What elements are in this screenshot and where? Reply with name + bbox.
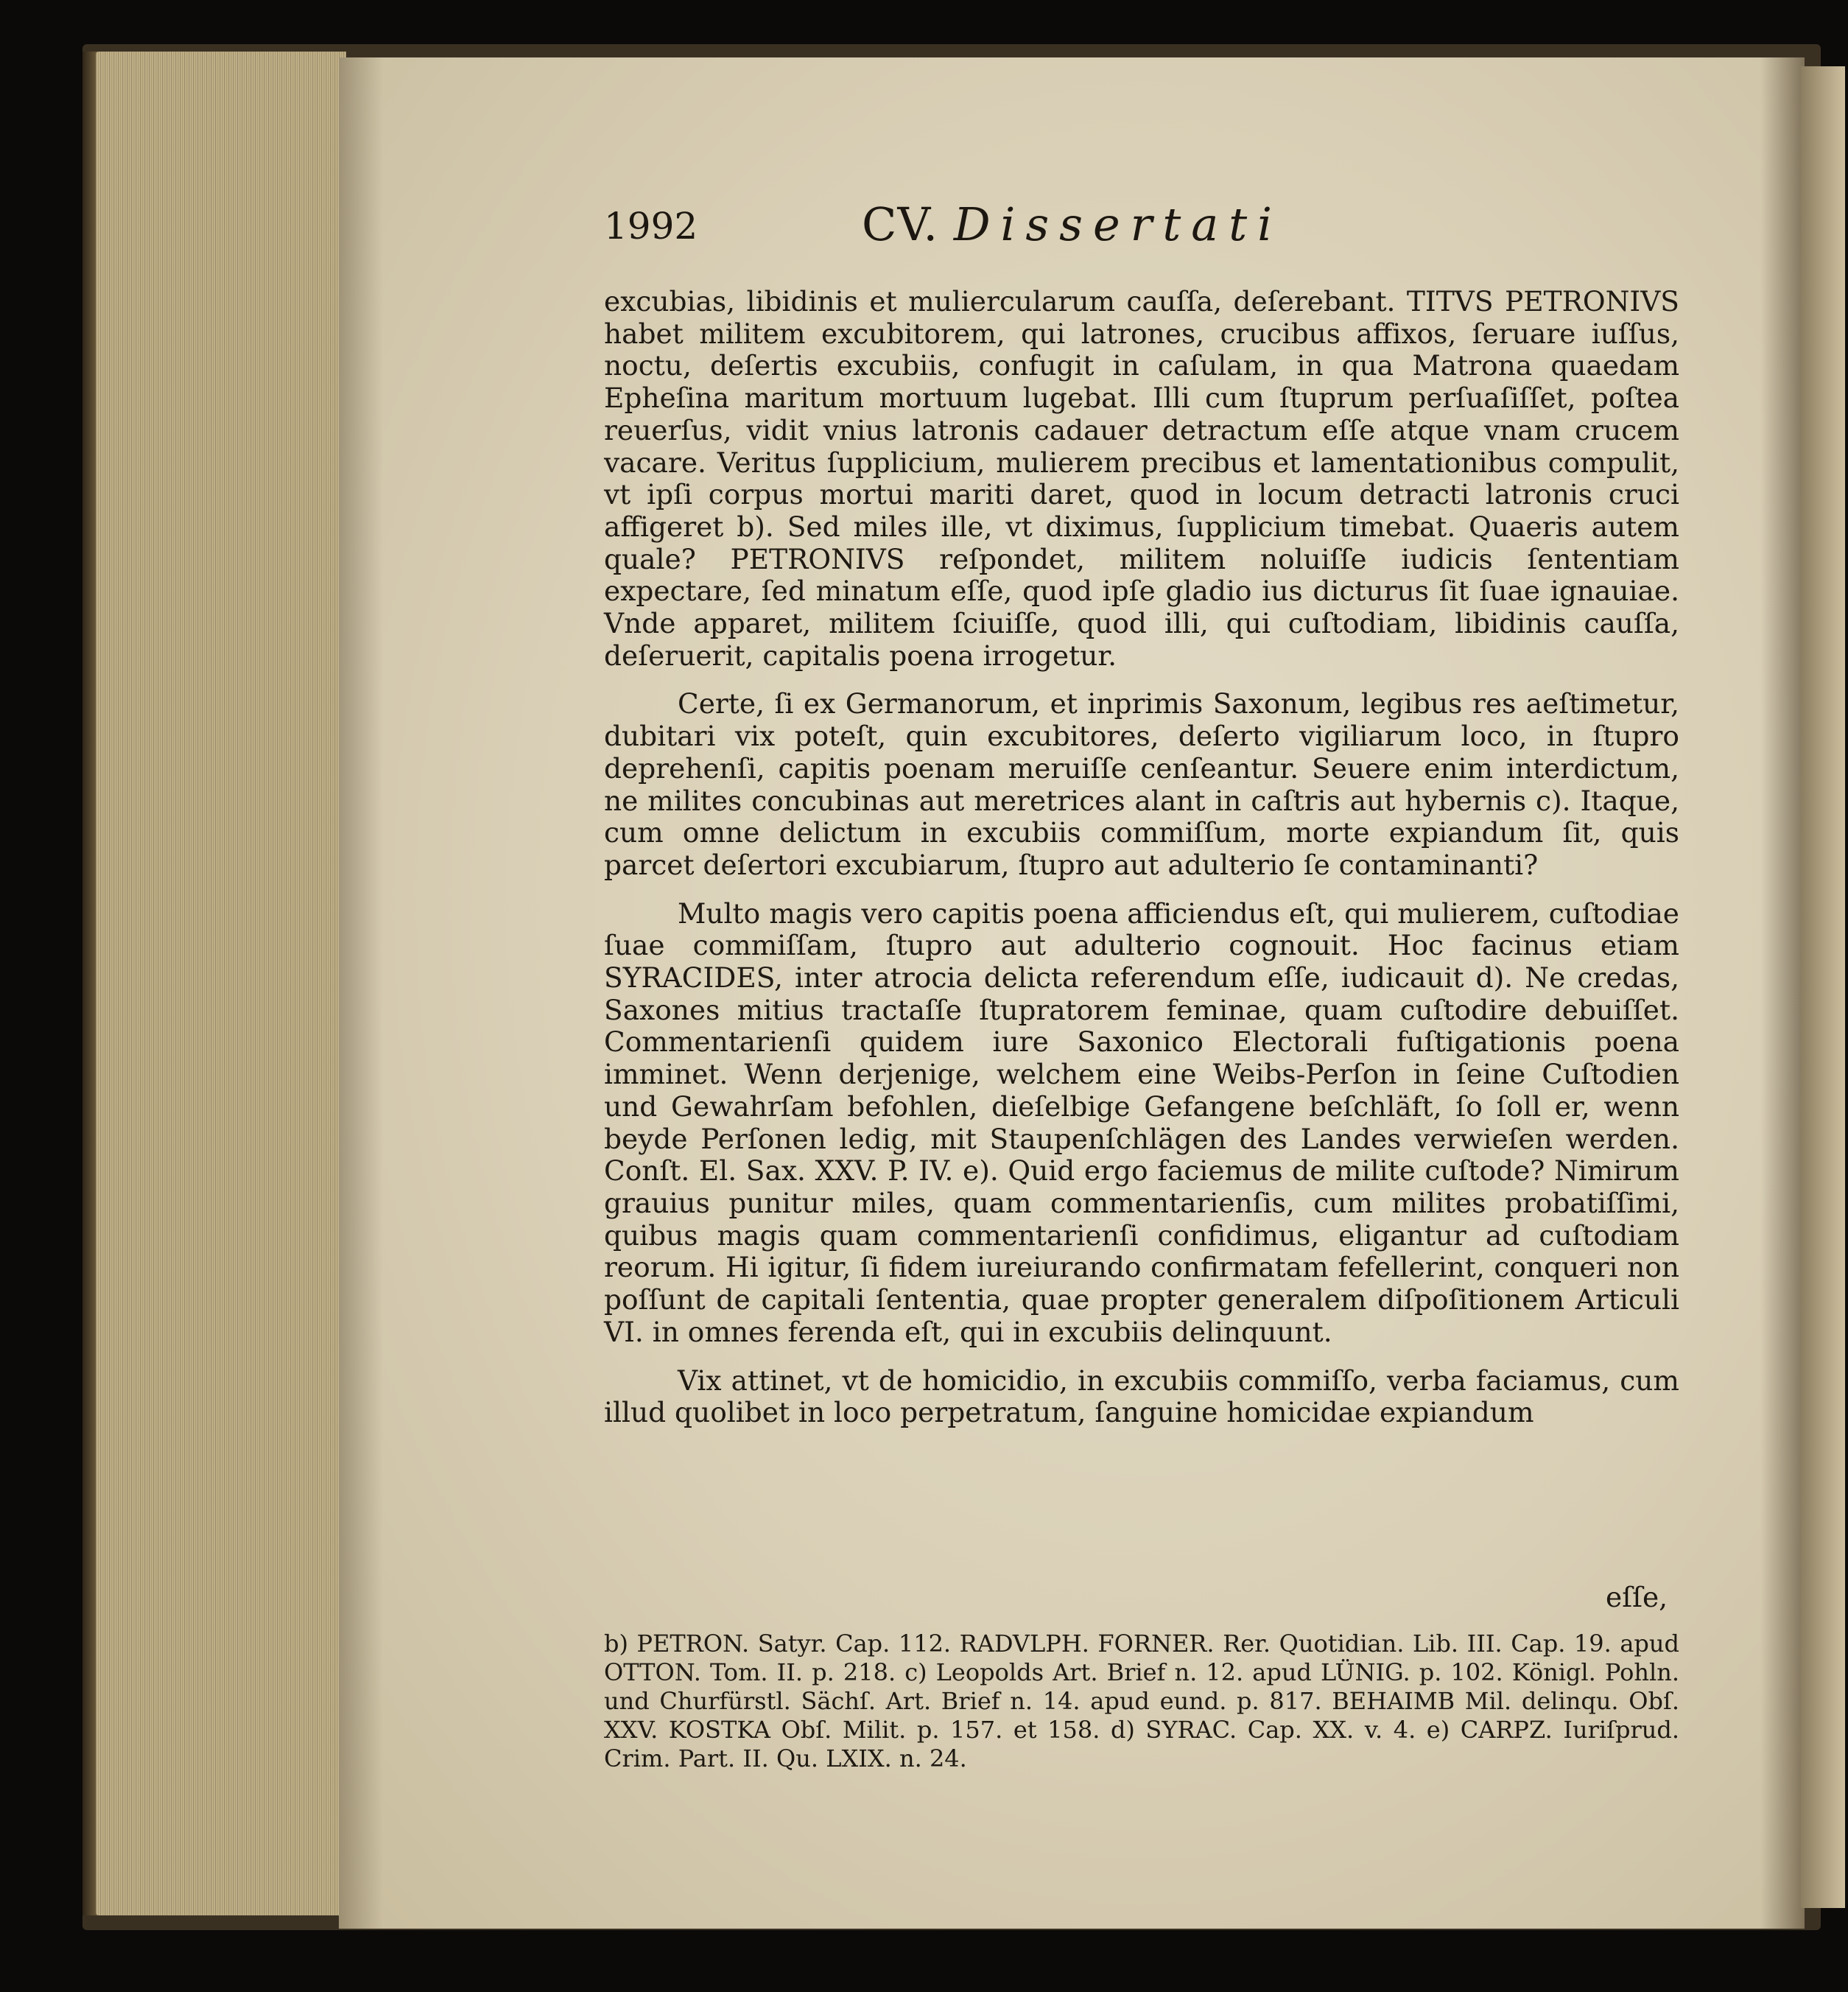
page-header: [604, 197, 1694, 264]
paragraph-2: Certe, ſi ex Germanorum, et inprimis Saxonum, legibus res aeſtimetur, dubitari vix poteſt, quin excubitores, deſerto vigiliarum loco, in ſtupro deprehenſi, capitis poenam meruiſſe cenſeantur. Seuere enim interdictum, ne milites concubinas aut meretrices alant in caſtris aut hybernis c). Itaque, cum omne delictum in excubiis commiſſum, morte expiandum ſit, quis parcet deſertori excubiarum, ſtupro aut adulterio ſe contaminanti?: [604, 687, 1679, 881]
page-edges: [96, 52, 346, 1915]
footnote-block: b) PETRON. Satyr. Cap. 112. RADVLPH. FORNER. Rer. Quotidian. Lib. III. Cap. 19. apud OTTON. Tom. II. p. 218. c) Leopolds Art. Brief n. 12. apud LÜNIG. p. 102. Königl. Pohln. und Churfürstl. Sächſ. Art. Brief n. 14. apud eund. p. 817. BEHAIMB Mil. delinqu. Obſ. XXV. KOSTKA Obſ. Milit. p. 157. et 158. d) SYRAC. Cap. XX. v. 4. e) CARPZ. Iuriſprud. Crim. Part. II. Qu. LXIX. n. 24.: [604, 1630, 1679, 1772]
running-title: [862, 197, 1282, 251]
running-title-word: Dissertati: [953, 197, 1282, 251]
paragraph-3: Multo magis vero capitis poena afficiendus eſt, qui mulierem, cuſtodiae ſuae commiſſam, ſtupro aut adulterio cognouit. Hoc facinus etiam SYRACIDES, inter atrocia delicta referendum eſſe, iudicauit d). Ne credas, Saxones mitius tractaſſe ſtupratorem feminae, quam cuſtodire debuiſſet. Commentarienſi quidem iure Saxonico Electorali fuſtigationis poena imminet. Wenn derjenige, welchem eine Weibs-Perſon in ſeine Cuſtodien und Gewahrſam befohlen, dieſelbige Gefangene beſchläft, ſo ſoll er, wenn beyde Perſonen ledig, mit Staupenſchlägen des Landes verwieſen werden. Conſt. El. Sax. XXV. P. IV. e). Quid ergo faciemus de milite cuſtode? Nimirum grauius punitur miles, quam commentarienſis, cum milites probatiſſimi, quibus magis quam commentarienſi confidimus, eligantur ad cuſtodiam reorum. Hi igitur, ſi fidem iureiurando confirmatam fefellerint, conqueri non poſſunt de capitali ſententia, quae propter generalem diſpoſitionem Articuli VI. in omnes ferenda eſt, qui in excubiis delinquunt.: [604, 897, 1679, 1348]
page-number: 1992: [604, 205, 698, 248]
footnotes: [604, 1630, 1679, 1773]
paragraph-4: Vix attinet, vt de homicidio, in excubiis commiſſo, verba faciamus, cum illud quolibet in loco perpetratum, ſanguine homicidae expiandum: [604, 1364, 1679, 1429]
body-text: [604, 286, 1679, 1429]
facing-page-edge: [1801, 66, 1845, 1908]
paragraph-1: excubias, libidinis et muliercularum cauſſa, deſerebant. TITVS PETRONIVS habet militem excubitorem, qui latrones, crucibus affixos, ſeruare iuſſus, noctu, deſertis excubiis, confugit in caſulam, in qua Matrona quaedam Epheſina maritum mortuum lugebat. Illi cum ſtuprum perſuaſiſſet, poſtea reuerſus, vidit vnius latronis cadauer detractum eſſe atque vnam crucem vacare. Veritus ſupplicium, mulierem precibus et lamentationibus compulit, vt ipſi corpus mortui mariti daret, quod in locum detracti latronis cruci affigeret b). Sed miles ille, vt diximus, ſupplicium timebat. Quaeris autem quale? PETRONIVS reſpondet, militem noluiſſe iudicis ſententiam expectare, ſed minatum eſſe, quod ipſe gladio ius dicturus ſit ſuae ignauiae. Vnde apparet, militem ſciuiſſe, quod illi, qui cuſtodiam, libidinis cauſſa, deſeruerit, capitalis poena irrogetur.: [604, 285, 1679, 672]
catchword: eſſe,: [1606, 1581, 1668, 1613]
page-shadow: [339, 57, 383, 1929]
running-title-number: CV.: [862, 197, 939, 251]
gutter-shadow: [1760, 57, 1805, 1929]
